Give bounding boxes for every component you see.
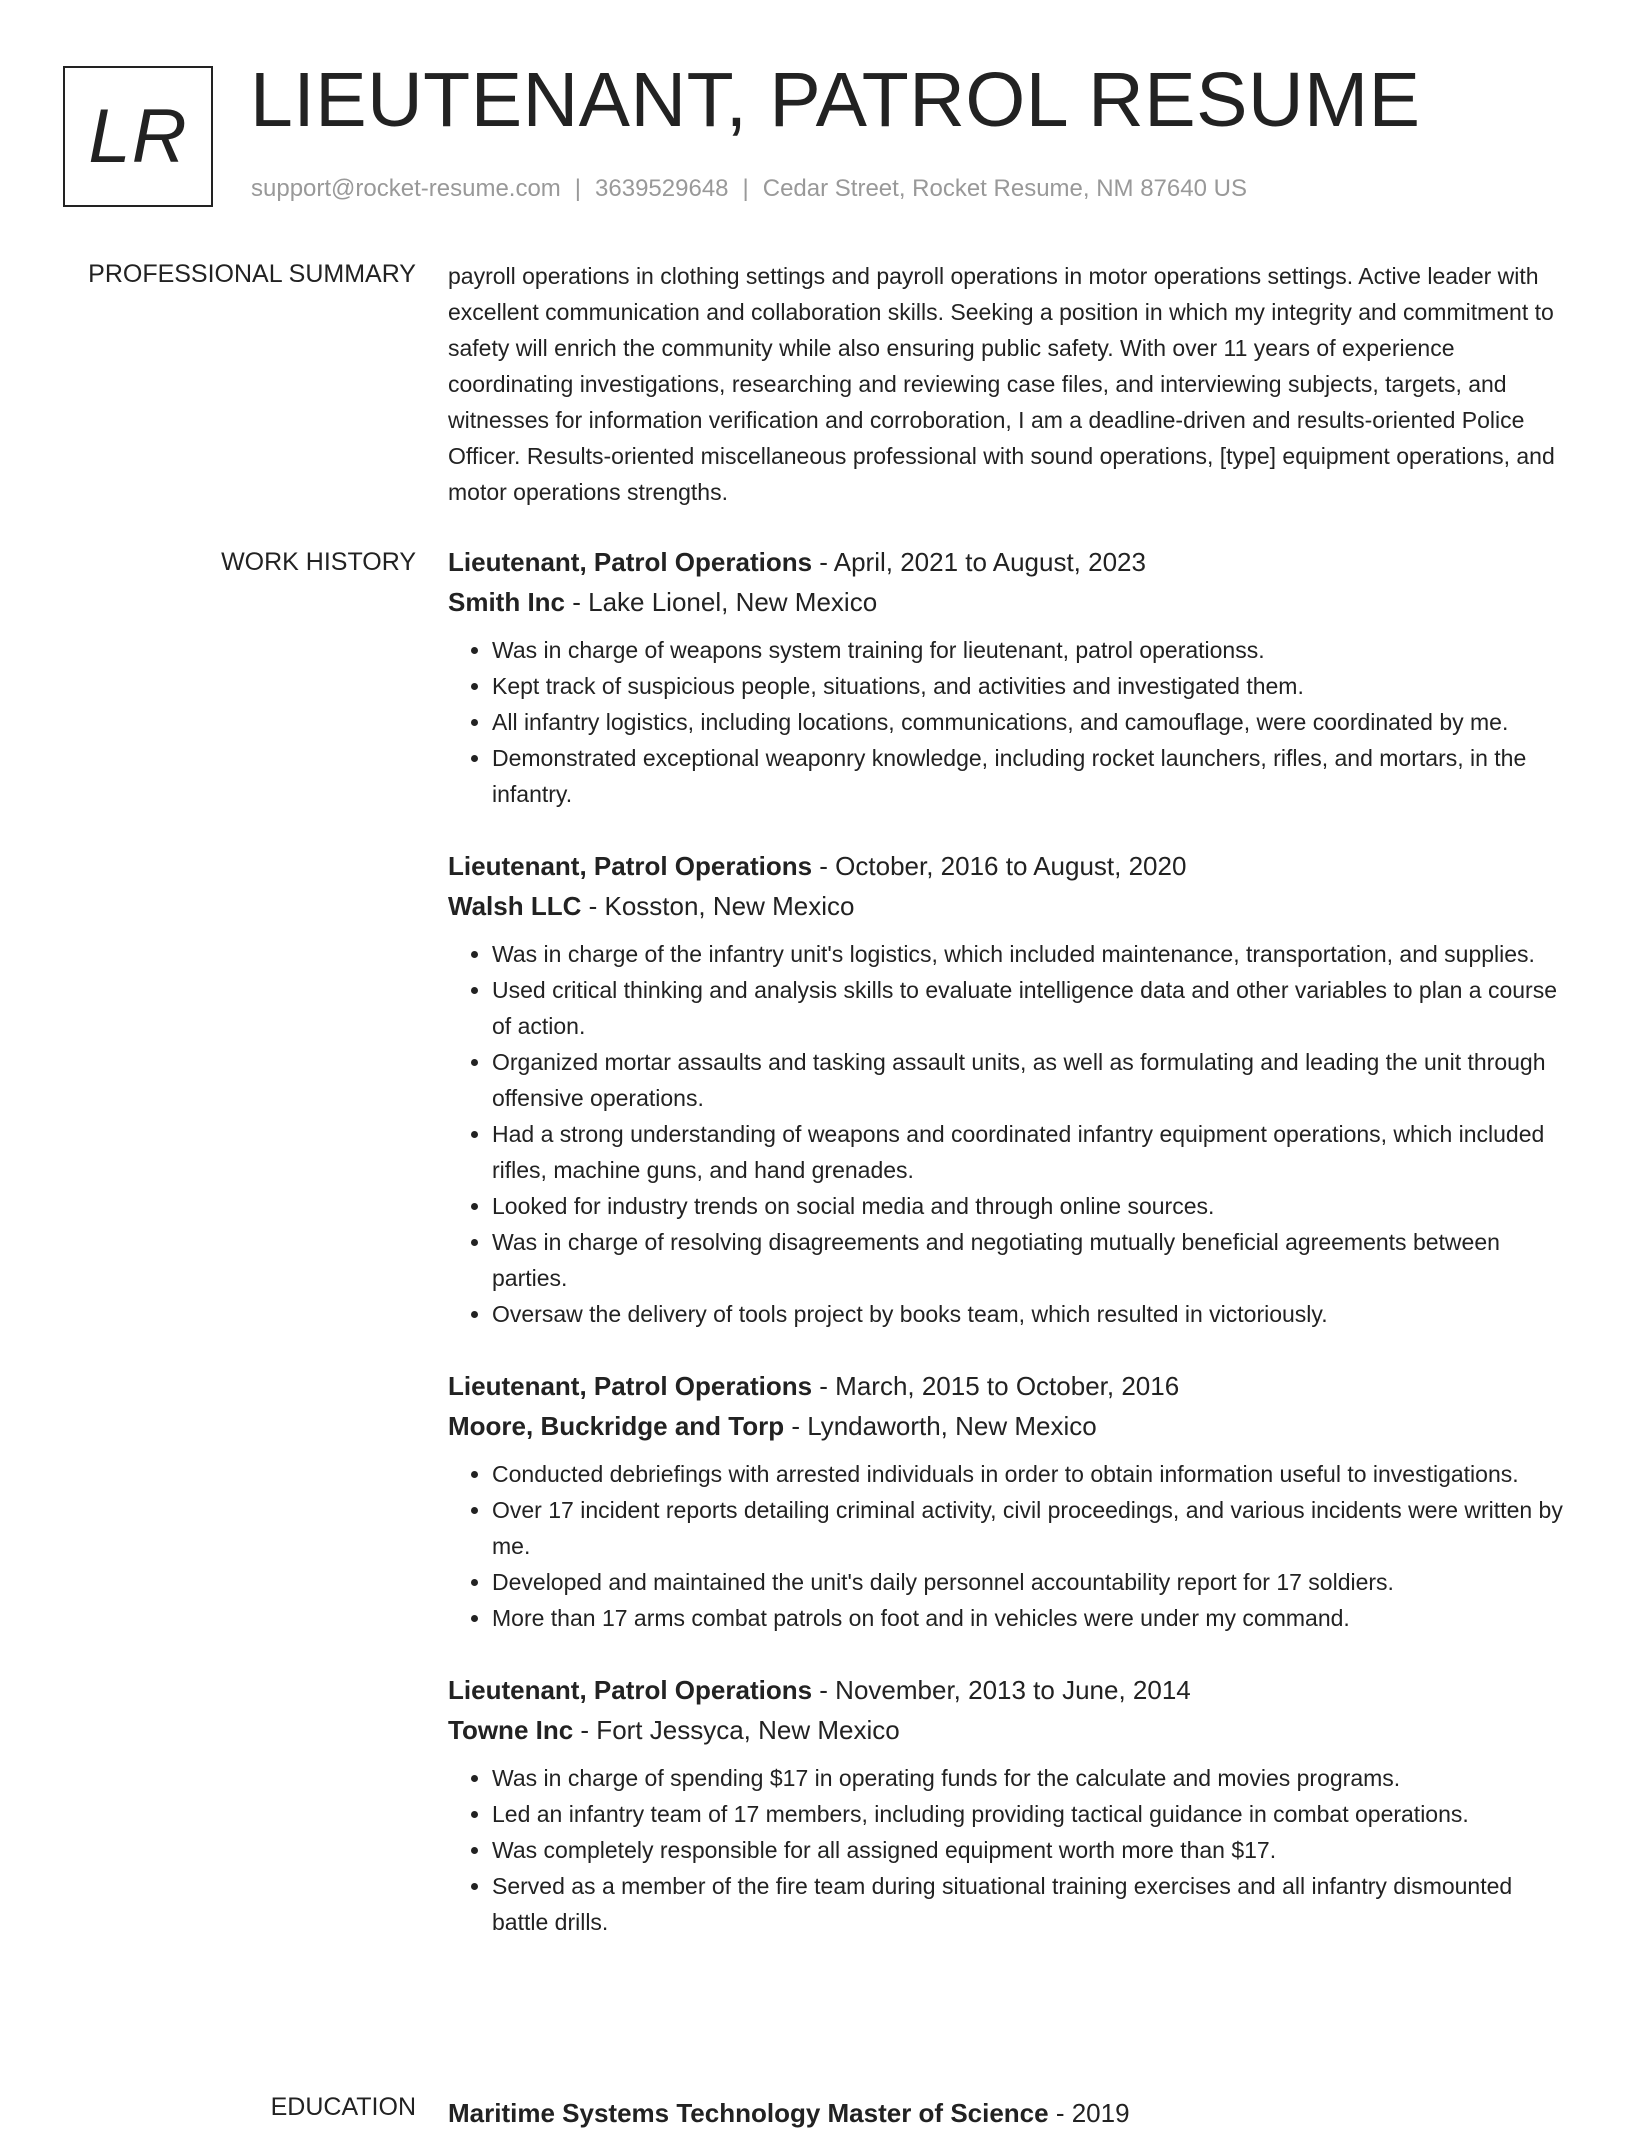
job-bullet: • Over 17 incident reports detailing criminal activity, civil proceedings, and various incidents were written by me. bbox=[492, 1492, 1568, 1564]
contact-email[interactable]: support@rocket-resume.com bbox=[251, 175, 561, 202]
job-bullet: • Looked for industry trends on social media and through online sources. bbox=[492, 1188, 1568, 1224]
job-company-line bbox=[448, 1406, 1568, 1446]
job-bullet: • Demonstrated exceptional weaponry knowledge, including rocket launchers, rifles, and mortars, in the infantry. bbox=[492, 740, 1568, 812]
job-bullet: • Served as a member of the fire team during situational training exercises and all infantry dismounted battle drills. bbox=[492, 1868, 1568, 1940]
education-line bbox=[448, 2093, 1568, 2133]
contact-address: Cedar Street, Rocket Resume, NM 87640 US bbox=[762, 175, 1247, 202]
job-dates: - March, 2015 to October, 2016 bbox=[812, 1371, 1180, 1401]
job-entry bbox=[448, 1366, 1568, 1636]
job-bullet: • Oversaw the delivery of tools project by books team, which resulted in victoriously. bbox=[492, 1296, 1568, 1332]
job-bullet: • Organized mortar assaults and tasking assault units, as well as formulating and leading the unit through offensive operations. bbox=[492, 1044, 1568, 1116]
job-bullet: • Developed and maintained the unit's daily personnel accountability report for 17 soldiers. bbox=[492, 1564, 1568, 1600]
education-body bbox=[448, 2093, 1568, 2133]
job-bullet: • Conducted debriefings with arrested individuals in order to obtain information useful to investigations. bbox=[492, 1456, 1568, 1492]
summary-heading: PROFESSIONAL SUMMARY bbox=[88, 260, 416, 288]
work-history-heading: WORK HISTORY bbox=[221, 548, 416, 576]
job-bullet: • All infantry logistics, including locations, communications, and camouflage, were coordinated by me. bbox=[492, 704, 1568, 740]
monogram-initials: LR bbox=[88, 94, 188, 179]
job-bullet: • Was in charge of the infantry unit's logistics, which included maintenance, transportation, and supplies. bbox=[492, 936, 1568, 972]
job-location: - Lyndaworth, New Mexico bbox=[784, 1411, 1097, 1441]
job-bullet: • Led an infantry team of 17 members, including providing tactical guidance in combat operations. bbox=[492, 1796, 1568, 1832]
job-bullet: • Kept track of suspicious people, situations, and activities and investigated them. bbox=[492, 668, 1568, 704]
job-company: Walsh LLC bbox=[448, 891, 582, 921]
job-company-line bbox=[448, 582, 1568, 622]
job-title: Lieutenant, Patrol Operations bbox=[448, 851, 813, 881]
monogram-logo bbox=[63, 66, 213, 207]
contact-phone[interactable]: 3639529648 bbox=[595, 175, 729, 202]
education-heading: EDUCATION bbox=[270, 2093, 416, 2121]
job-dates: - April, 2021 to August, 2023 bbox=[812, 547, 1146, 577]
job-bullet: • Used critical thinking and analysis skills to evaluate intelligence data and other variables to plan a course of action. bbox=[492, 972, 1568, 1044]
job-entry bbox=[448, 1670, 1568, 1940]
job-company-line bbox=[448, 886, 1568, 926]
resume-title: LIEUTENANT, PATROL RESUME bbox=[250, 57, 1421, 143]
job-bullet-list bbox=[448, 936, 1568, 1332]
job-entry bbox=[448, 846, 1568, 1332]
job-bullet-list bbox=[448, 1760, 1568, 1940]
job-title-line bbox=[448, 1670, 1568, 1710]
summary-text: payroll operations in clothing settings and payroll operations in motor operations settings. Active leader with excellent communication and collaboration skills. Seeking a position in which my integrity and commitment to safety will enrich the community while also ensuring public safety. With over 11 years of experience coordinating investigations, researching and reviewing case files, and interviewing subjects, targets, and witnesses for information verification and corroboration, I am a deadline-driven and results-oriented Police Officer. Results-oriented miscellaneous professional with sound operations, [type] equipment operations, and motor operations strengths. bbox=[448, 263, 1555, 505]
contact-line bbox=[251, 175, 1247, 203]
job-bullet: • Had a strong understanding of weapons and coordinated infantry equipment operations, which included rifles, machine guns, and hand grenades. bbox=[492, 1116, 1568, 1188]
job-company: Smith Inc bbox=[448, 587, 566, 617]
job-location: - Lake Lionel, New Mexico bbox=[565, 587, 878, 617]
job-title: Lieutenant, Patrol Operations bbox=[448, 547, 813, 577]
contact-separator: | bbox=[742, 175, 749, 202]
job-title: Lieutenant, Patrol Operations bbox=[448, 1371, 813, 1401]
job-company: Moore, Buckridge and Torp bbox=[448, 1411, 785, 1441]
job-bullet-list bbox=[448, 632, 1568, 812]
job-title-line bbox=[448, 1366, 1568, 1406]
summary-body bbox=[448, 258, 1568, 510]
job-title-line bbox=[448, 846, 1568, 886]
job-company: Towne Inc bbox=[448, 1715, 574, 1745]
job-bullet: • Was in charge of weapons system training for lieutenant, patrol operationss. bbox=[492, 632, 1568, 668]
job-company-line bbox=[448, 1710, 1568, 1750]
education-year: - 2019 bbox=[1048, 2098, 1130, 2128]
job-title-line bbox=[448, 542, 1568, 582]
job-bullet: • Was in charge of resolving disagreements and negotiating mutually beneficial agreements between parties. bbox=[492, 1224, 1568, 1296]
education-degree: Maritime Systems Technology Master of Science bbox=[448, 2098, 1049, 2128]
job-location: - Fort Jessyca, New Mexico bbox=[573, 1715, 900, 1745]
job-location: - Kosston, New Mexico bbox=[581, 891, 855, 921]
job-entry bbox=[448, 542, 1568, 812]
job-bullet: • More than 17 arms combat patrols on foot and in vehicles were under my command. bbox=[492, 1600, 1568, 1636]
work-history-body bbox=[448, 542, 1568, 1974]
job-bullet: • Was completely responsible for all assigned equipment worth more than $17. bbox=[492, 1832, 1568, 1868]
job-title: Lieutenant, Patrol Operations bbox=[448, 1675, 813, 1705]
job-dates: - November, 2013 to June, 2014 bbox=[812, 1675, 1191, 1705]
contact-separator: | bbox=[574, 175, 582, 202]
job-bullet: • Was in charge of spending $17 in operating funds for the calculate and movies programs. bbox=[492, 1760, 1568, 1796]
job-bullet-list bbox=[448, 1456, 1568, 1636]
job-dates: - October, 2016 to August, 2020 bbox=[812, 851, 1187, 881]
